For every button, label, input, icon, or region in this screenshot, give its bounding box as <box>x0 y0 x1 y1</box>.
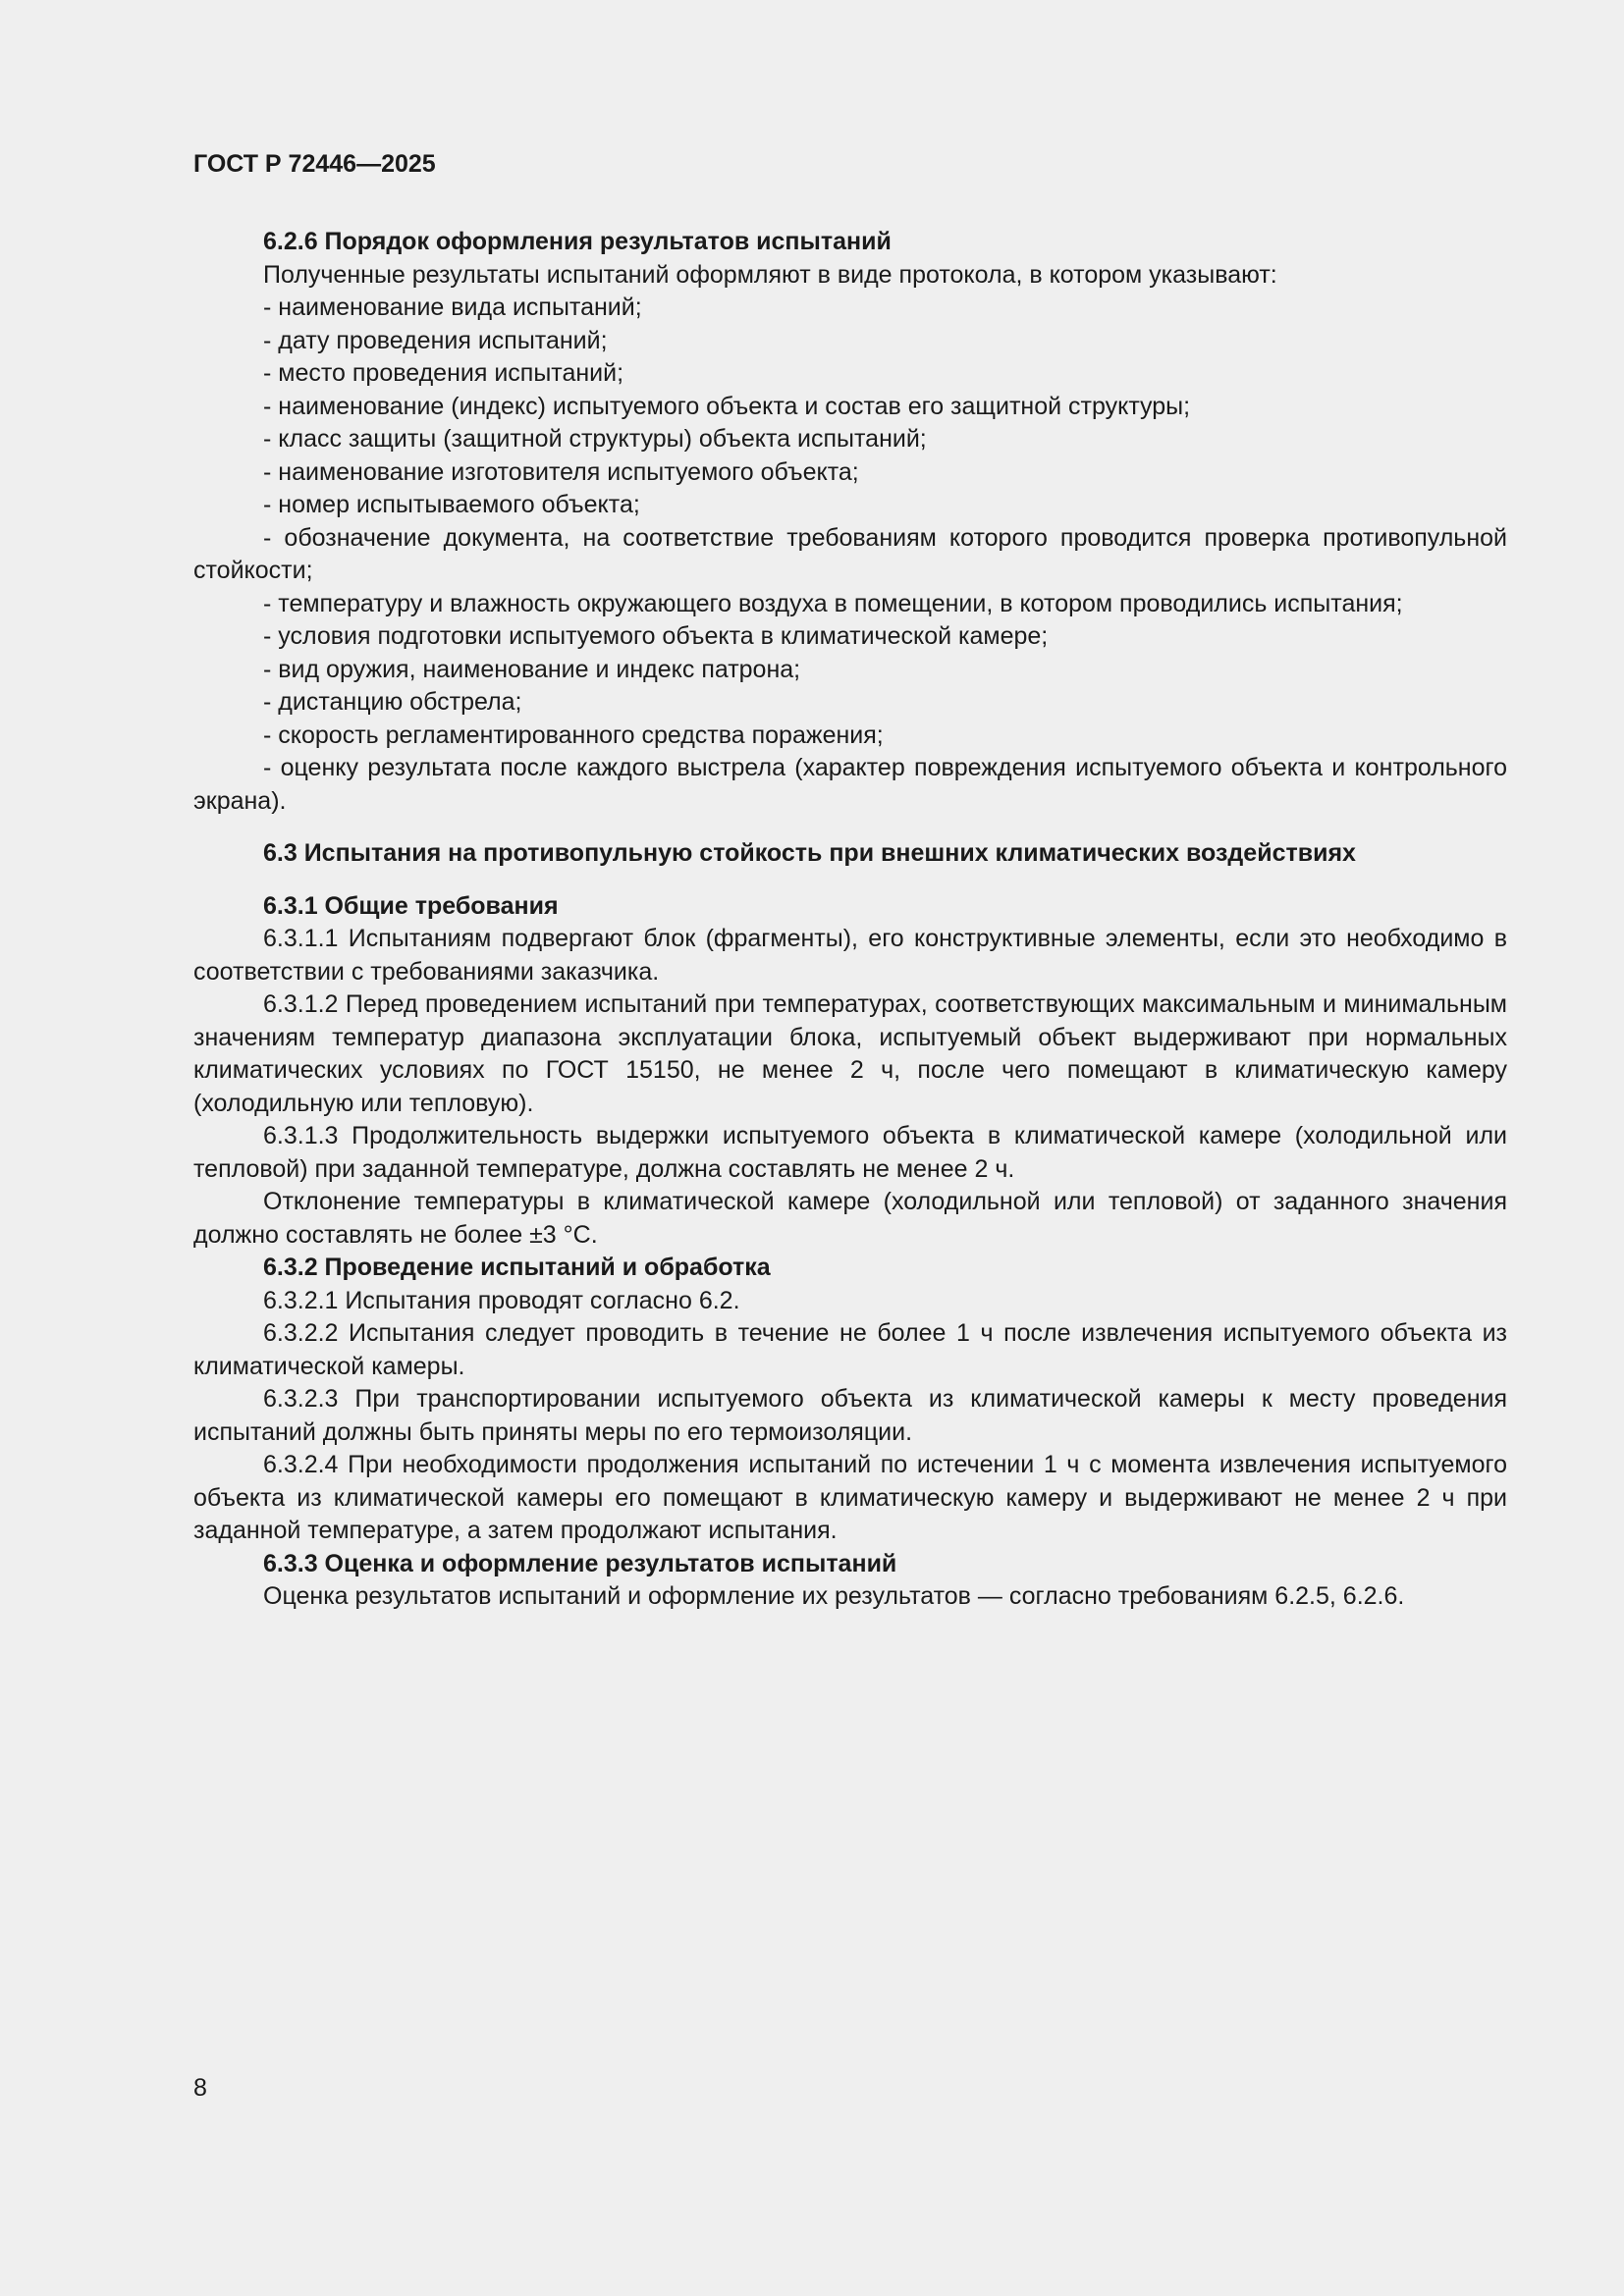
list-item: - наименование (индекс) испытуемого объекта и состав его защитной структуры; <box>263 392 1191 420</box>
paragraph-6-3-1-3-deviation: Отклонение температуры в климатической камере (холодильной или тепловой) от заданного значения должно составлять не более ±3 °С. <box>193 1188 1507 1249</box>
paragraph-6-3-1-2: 6.3.1.2 Перед проведением испытаний при температурах, соответствующих максимальным и минимальным значениям температур диапазона эксплуатации блока, испытуемый объект выдерживают при нормальных климатических условиях по ГОСТ 15150, не менее 2 ч, после чего помещают в климатическую камеру (холодильную или тепловую). <box>193 990 1507 1117</box>
section-heading-6-3-3: 6.3.3 Оценка и оформление результатов испытаний <box>263 1549 897 1577</box>
list-item: - температуру и влажность окружающего воздуха в помещении, в котором проводились испытания; <box>263 589 1403 617</box>
paragraph-6-3-2-3: 6.3.2.3 При транспортировании испытуемого объекта из климатической камеры к месту проведения испытаний должны быть приняты меры по его термоизоляции. <box>193 1385 1507 1446</box>
list-item: - оценку результата после каждого выстрела (характер повреждения испытуемого объекта и контрольного экрана). <box>193 754 1507 815</box>
section-heading-6-3-1: 6.3.1 Общие требования <box>263 891 559 920</box>
paragraph-6-3-2-1: 6.3.2.1 Испытания проводят согласно 6.2. <box>263 1286 740 1314</box>
section-heading-6-3-2: 6.3.2 Проведение испытаний и обработка <box>263 1254 771 1281</box>
protocol-items-list <box>193 292 1507 818</box>
list-item: - условия подготовки испытуемого объекта в климатической камере; <box>263 622 1049 650</box>
paragraph-6-3-3: Оценка результатов испытаний и оформление их результатов — согласно требованиям 6.2.5, 6.2.6. <box>263 1582 1405 1610</box>
list-item: - дату проведения испытаний; <box>263 326 608 354</box>
paragraph-6-3-2-2: 6.3.2.2 Испытания следует проводить в течение не более 1 ч после извлечения испытуемого объекта из климатической камеры. <box>193 1319 1507 1380</box>
paragraph-6-3-1-3: 6.3.1.3 Продолжительность выдержки испытуемого объекта в климатической камере (холодильной или тепловой) при заданной температуре, должна составлять не менее 2 ч. <box>193 1122 1507 1183</box>
paragraph-6-3-2-4: 6.3.2.4 При необходимости продолжения испытаний по истечении 1 ч с момента извлечения испытуемого объекта из климатической камеры его помещают в климатическую камеру и выдерживают не менее 2 ч при заданной температуре, а затем продолжают испытания. <box>193 1451 1507 1544</box>
list-item: - наименование изготовителя испытуемого объекта; <box>263 457 859 486</box>
list-item: - место проведения испытаний; <box>263 359 624 387</box>
list-item: - номер испытываемого объекта; <box>263 491 640 518</box>
section-intro-6-2-6: Полученные результаты испытаний оформляют в виде протокола, в котором указывают: <box>263 260 1277 289</box>
document-header: ГОСТ Р 72446—2025 <box>193 150 436 178</box>
list-item: - наименование вида испытаний; <box>263 294 642 321</box>
document-body <box>193 226 1507 1614</box>
list-item: - дистанцию обстрела; <box>263 688 522 716</box>
section-heading-6-3: 6.3 Испытания на противопульную стойкость при внешних климатических воздействиях <box>263 839 1356 867</box>
section-heading-6-2-6: 6.2.6 Порядок оформления результатов испытаний <box>263 228 892 255</box>
paragraph-6-3-1-1: 6.3.1.1 Испытаниям подвергают блок (фрагменты), его конструктивные элементы, если это необходимо в соответствии с требованиями заказчика. <box>193 925 1507 986</box>
page-number: 8 <box>193 2074 207 2102</box>
list-item: - вид оружия, наименование и индекс патрона; <box>263 655 801 683</box>
list-item: - обозначение документа, на соответствие требованиям которого проводится проверка противопульной стойкости; <box>193 523 1507 584</box>
list-item: - скорость регламентированного средства поражения; <box>263 721 884 749</box>
list-item: - класс защиты (защитной структуры) объекта испытаний; <box>263 425 927 453</box>
